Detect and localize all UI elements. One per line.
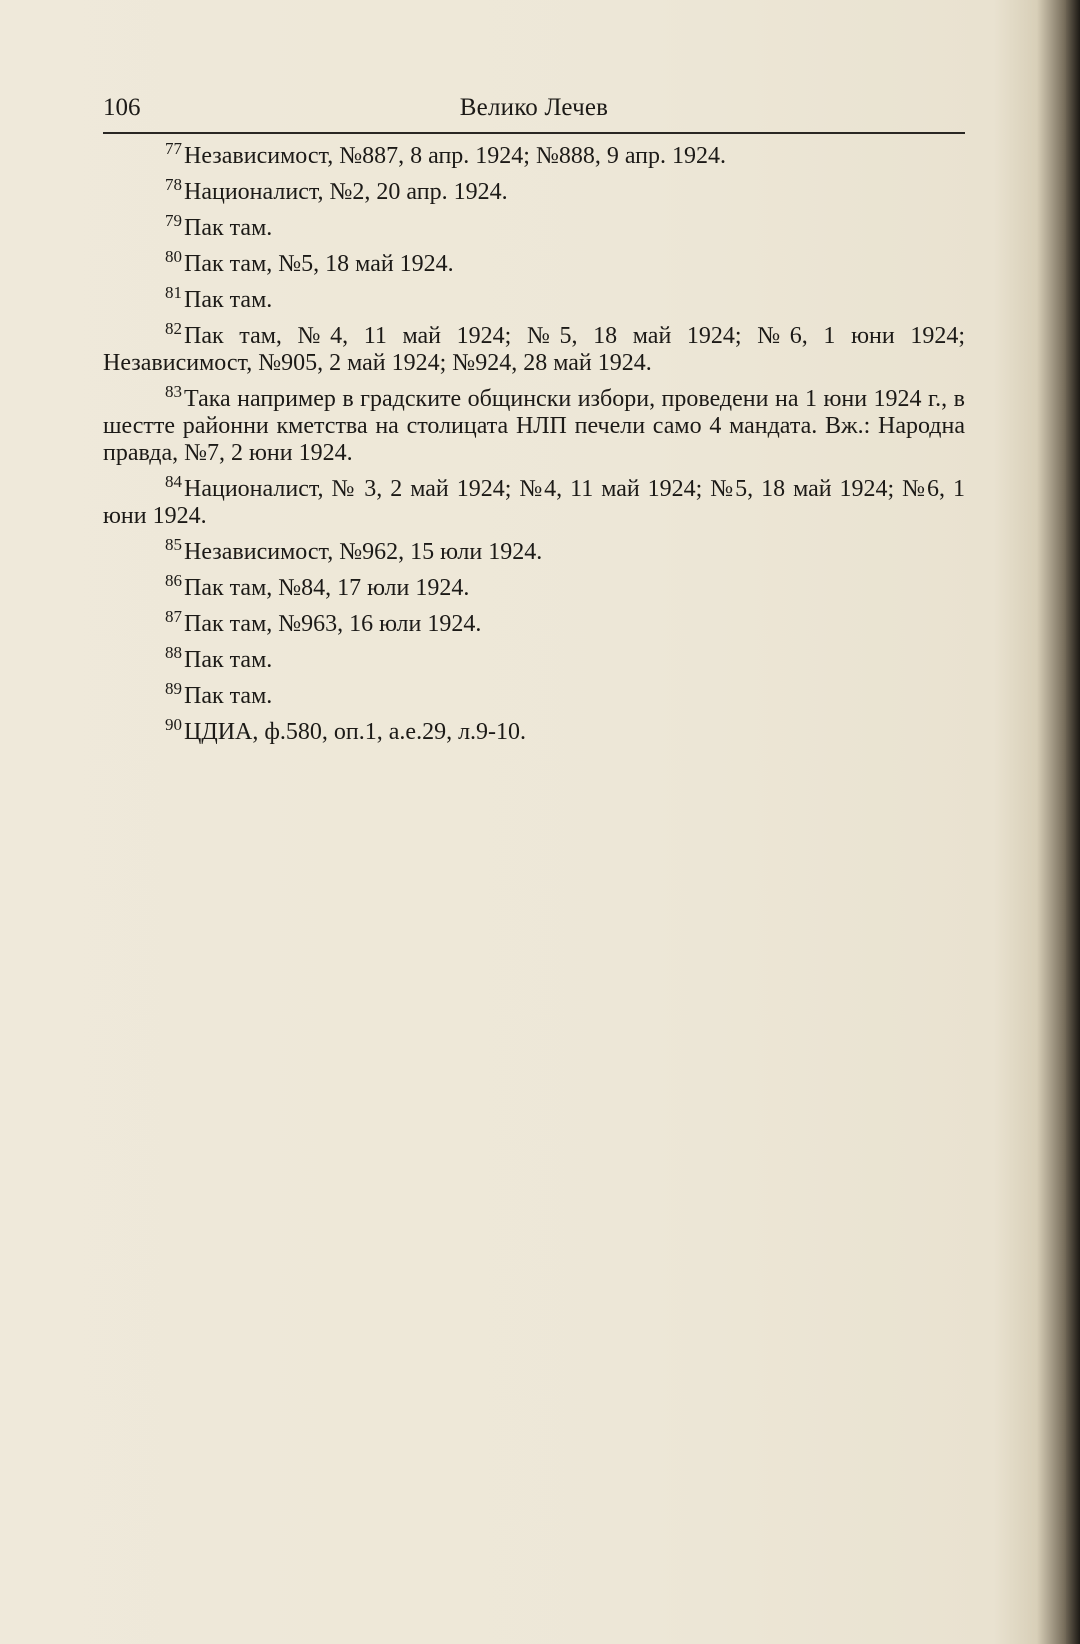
footnote-text: Независимост, №887, 8 апр. 1924; №888, 9 апр. 1924. <box>184 143 727 169</box>
footnote <box>103 571 965 602</box>
footnote-text: Националист, №2, 20 апр. 1924. <box>184 179 508 205</box>
footnote <box>103 211 965 242</box>
footnote-number: 90 <box>165 715 182 734</box>
footnote-number: 87 <box>165 607 182 626</box>
footnote-number: 84 <box>165 472 182 491</box>
footnote <box>103 283 965 314</box>
footnote-number: 81 <box>165 283 182 302</box>
footnote-text: Пак там. <box>184 647 273 673</box>
footnote-text: Независимост, №962, 15 юли 1924. <box>184 539 543 565</box>
footnote-number: 86 <box>165 571 182 590</box>
footnote <box>103 715 965 746</box>
page-number: 106 <box>103 94 141 121</box>
footnote <box>103 139 965 170</box>
footnote-text: ЦДИА, ф.580, оп.1, а.е.29, л.9-10. <box>184 719 527 745</box>
footnote-text: Пак там. <box>184 683 273 709</box>
footnote-number: 83 <box>165 382 182 401</box>
page-header <box>103 92 965 134</box>
footnote-number: 82 <box>165 319 182 338</box>
footnote <box>103 535 965 566</box>
footnote-text: Така например в градските общински избори, проведени на 1 юни 1924 г., в шестте районни кметства на столицата НЛП печели само 4 мандата. Вж.: Народна правда, №7, 2 юни 1924. <box>103 386 965 466</box>
footnote-text: Пак там, №4, 11 май 1924; №5, 18 май 1924; №6, 1 юни 1924; Независимост, №905, 2 май 1924; №924, 28 май 1924. <box>103 323 965 376</box>
footnote-number: 79 <box>165 211 182 230</box>
book-spine-edge <box>1066 0 1080 1644</box>
footnote-number: 85 <box>165 535 182 554</box>
footnote-number: 80 <box>165 247 182 266</box>
footnote-text: Пак там, №5, 18 май 1924. <box>184 251 454 277</box>
footnote-number: 77 <box>165 139 182 158</box>
footnote <box>103 175 965 206</box>
running-head-author: Велико Лечев <box>459 94 609 121</box>
footnote <box>103 382 965 467</box>
footnote-text: Националист, № 3, 2 май 1924; №4, 11 май 1924; №5, 18 май 1924; №6, 1 юни 1924. <box>103 476 965 529</box>
footnote-number: 78 <box>165 175 182 194</box>
footnote <box>103 319 965 377</box>
footnote-text: Пак там, №963, 16 юли 1924. <box>184 611 482 637</box>
footnote-text: Пак там, №84, 17 юли 1924. <box>184 575 470 601</box>
footnote-number: 89 <box>165 679 182 698</box>
footnote-text: Пак там. <box>184 215 273 241</box>
footnote <box>103 472 965 530</box>
footnote-number: 88 <box>165 643 182 662</box>
footnotes-list <box>103 139 965 755</box>
footnote <box>103 679 965 710</box>
footnote-text: Пак там. <box>184 287 273 313</box>
footnote <box>103 643 965 674</box>
footnote <box>103 607 965 638</box>
footnote <box>103 247 965 278</box>
